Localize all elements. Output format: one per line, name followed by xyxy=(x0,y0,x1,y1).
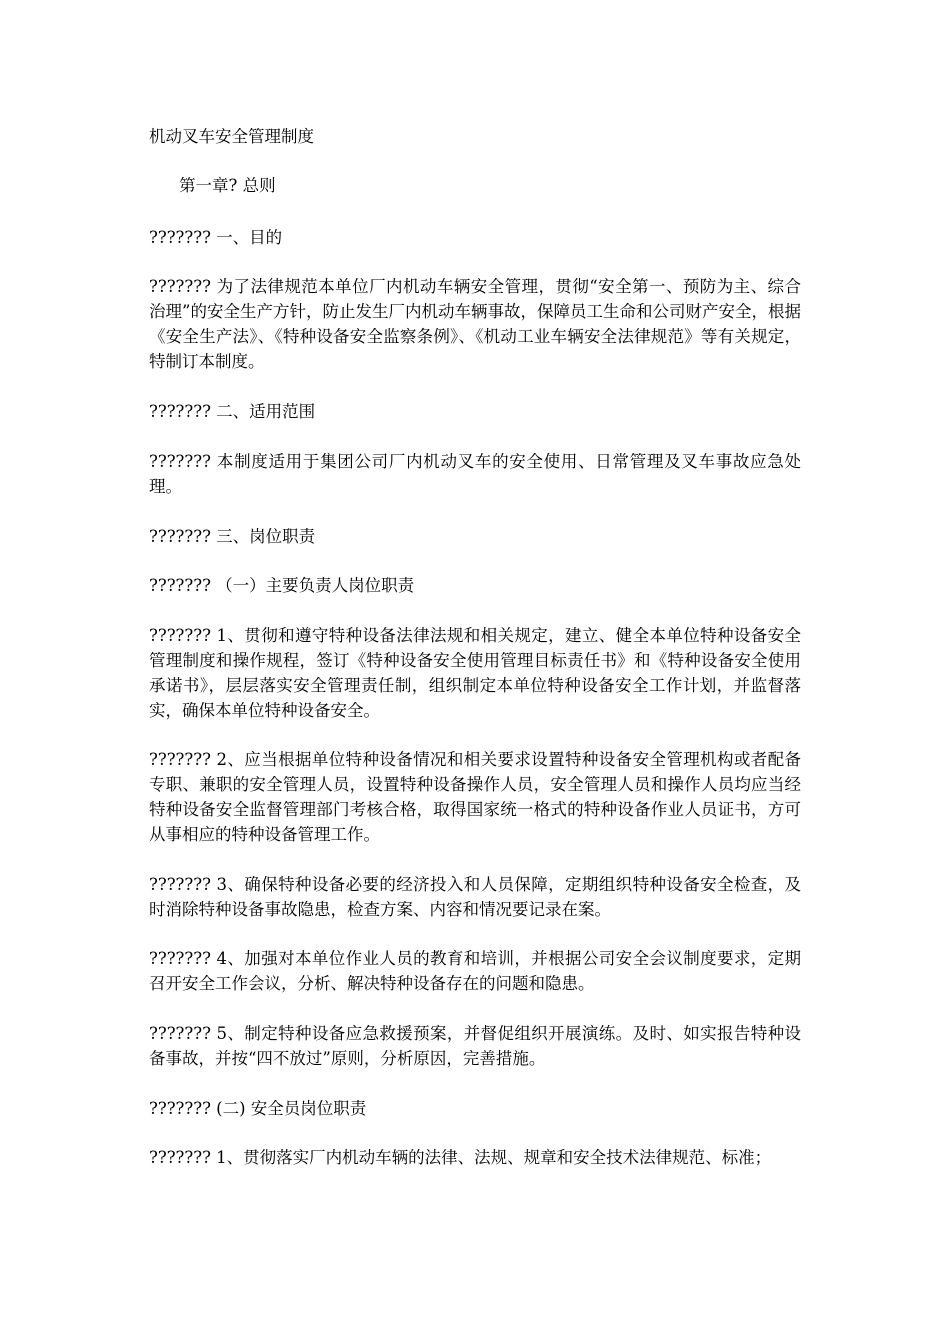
document-title: 机动叉车安全管理制度 xyxy=(149,127,314,146)
list-item-principal-5: ??????? 5、制定特种设备应急救援预案，并督促组织开展演练。及时、如实报告特种设备事故，并按“四不放过”原则，分析原因，完善措施。 xyxy=(149,1024,801,1068)
list-item-principal-4: ??????? 4、加强对本单位作业人员的教育和培训，并根据公司安全会议制度要求，定期召开安全工作会议，分析、解决特种设备存在的问题和隐患。 xyxy=(149,949,801,993)
list-item-principal-3: ??????? 3、确保特种设备必要的经济投入和人员保障，定期组织特种设备安全检查，及时消除特种设备事故隐患，检查方案、内容和情况要记录在案。 xyxy=(149,875,801,919)
paragraph-scope: ??????? 本制度适用于集团公司厂内机动叉车的安全使用、日常管理及叉车事故应急处理。 xyxy=(149,452,801,496)
section-heading-duties: ??????? 三、岗位职责 xyxy=(149,527,316,546)
list-item-principal-2: ??????? 2、应当根据单位特种设备情况和相关要求设置特种设备安全管理机构或者配备专职、兼职的安全管理人员，设置特种设备操作人员，安全管理人员和操作人员均应当经特种设备安全监督管理部门考核合格，取得国家统一格式的特种设备作业人员证书，方可从事相应的特种设备管理工作。 xyxy=(149,750,801,844)
section-heading-purpose: ??????? 一、目的 xyxy=(149,228,283,247)
subsection-heading-safety-officer: ??????? (二) 安全员岗位职责 xyxy=(149,1099,367,1118)
chapter-heading: 第一章? 总则 xyxy=(179,176,276,195)
paragraph-purpose: ??????? 为了法律规范本单位厂内机动车辆安全管理，贯彻“安全第一、预防为主、综合治理”的安全生产方针，防止发生厂内机动车辆事故，保障员工生命和公司财产安全，根据《安全生产法》、《特种设备安全监察条例》、《机动工业车辆安全法律规范》等有关规定，特制订本制度。 xyxy=(149,277,801,371)
list-item-safety-officer-1: ??????? 1、贯彻落实厂内机动车辆的法律、法规、规章和安全技术法律规范、标准； xyxy=(149,1148,772,1167)
subsection-heading-principal: ??????? （一）主要负责人岗位职责 xyxy=(149,576,415,595)
list-item-principal-1: ??????? 1、贯彻和遵守特种设备法律法规和相关规定，建立、健全本单位特种设备安全管理制度和操作规程，签订《特种设备安全使用管理目标责任书》和《特种设备安全使用承诺书》，层层落实安全管理责任制，组织制定本单位特种设备安全工作计划，并监督落实，确保本单位特种设备安全。 xyxy=(149,626,801,720)
section-heading-scope: ??????? 二、适用范围 xyxy=(149,402,316,421)
